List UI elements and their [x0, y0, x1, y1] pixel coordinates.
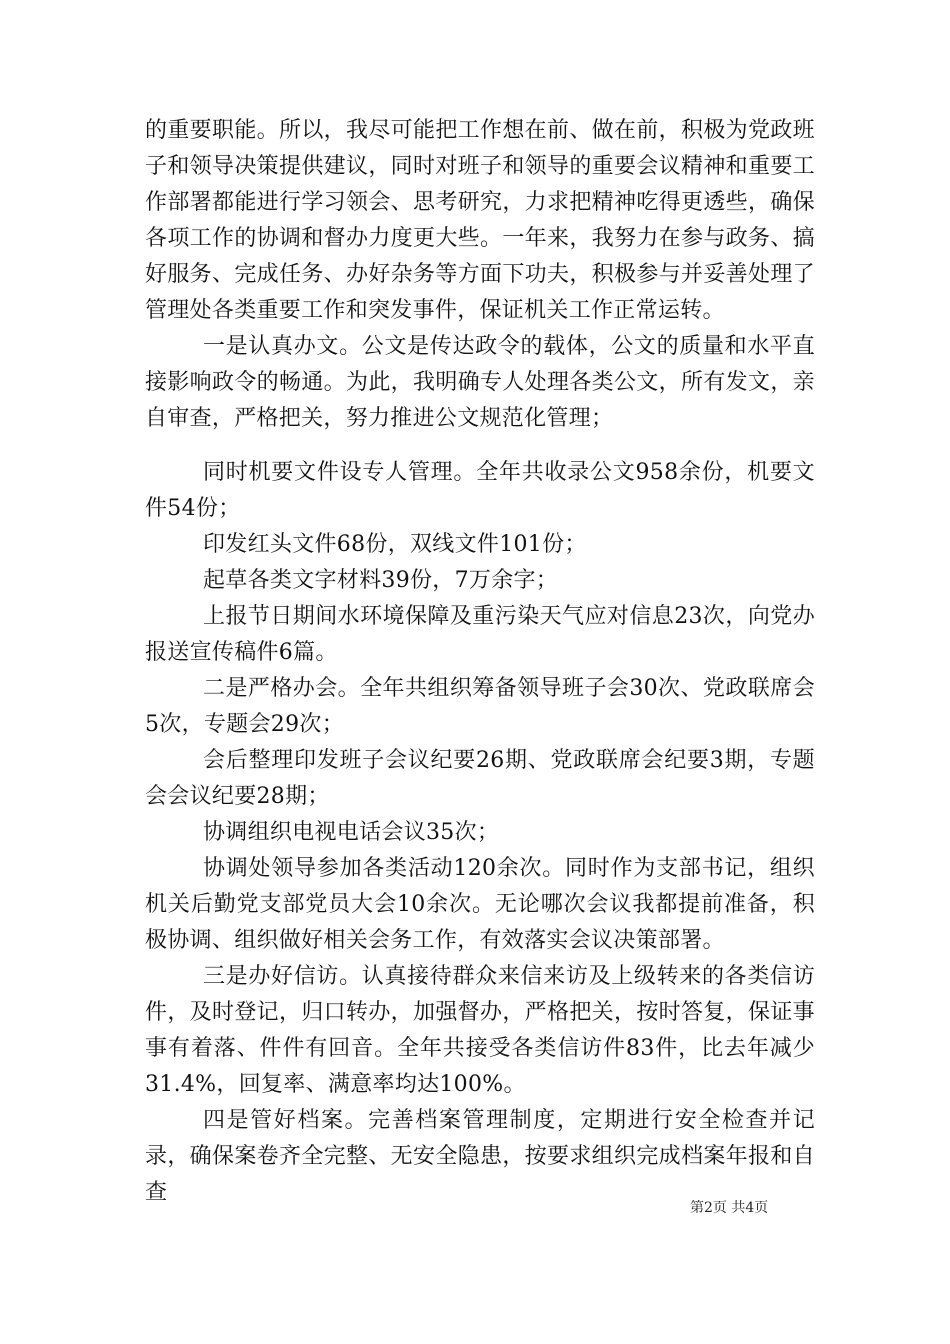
paragraph-3: 同时机要文件设专人管理。全年共收录公文958余份，机要文件54份；	[145, 460, 815, 521]
paragraph-11: 三是办好信访。认真接待群众来信来访及上级转来的各类信访件，及时登记，归口转办，加强督办，严格把关，按时答复，保证事事有着落、件件有回音。全年共接受各类信访件83件，比去年减少31.4%，回复率、满意率均达100%。	[145, 964, 815, 1097]
paragraph-8: 会后整理印发班子会议纪要26期、党政联席会纪要3期，专题会会议纪要28期；	[145, 748, 815, 809]
paragraph-1: 的重要职能。所以，我尽可能把工作想在前、做在前，积极为党政班子和领导决策提供建议，同时对班子和领导的重要会议精神和重要工作部署都能进行学习领会、思考研究，力求把精神吃得更透些，确保各项工作的协调和督办力度更大些。一年来，我努力在参与政务、搞好服务、完成任务、办好杂务等方面下功夫，积极参与并妥善处理了管理处各类重要工作和突发事件，保证机关工作正常运转。	[145, 118, 815, 323]
page-number: 第2页 共4页	[690, 1200, 769, 1216]
paragraph-6: 上报节日期间水环境保障及重污染天气应对信息23次，向党办报送宣传稿件6篇。	[145, 604, 815, 665]
paragraph-10: 协调处领导参加各类活动120余次。同时作为支部书记，组织机关后勤党支部党员大会10余次。无论哪次会议我都提前准备，积极协调、组织做好相关会务工作，有效落实会议决策部署。	[145, 856, 815, 953]
paragraph-2: 一是认真办文。公文是传达政令的载体，公文的质量和水平直接影响政令的畅通。为此，我明确专人处理各类公文，所有发文，亲自审查，严格把关，努力推进公文规范化管理；	[145, 334, 815, 431]
paragraph-5: 起草各类文字材料39份，7万余字；	[203, 568, 559, 593]
paragraph-9: 协调组织电视电话会议35次；	[203, 820, 500, 845]
paragraph-7: 二是严格办会。全年共组织筹备领导班子会30次、党政联席会5次，专题会29次；	[145, 676, 815, 737]
paragraph-4: 印发红头文件68份，双线文件101份；	[203, 532, 587, 557]
paragraph-12: 四是管好档案。完善档案管理制度，定期进行安全检查并记录，确保案卷齐全完整、无安全隐患，按要求组织完成档案年报和自查	[145, 1108, 815, 1205]
